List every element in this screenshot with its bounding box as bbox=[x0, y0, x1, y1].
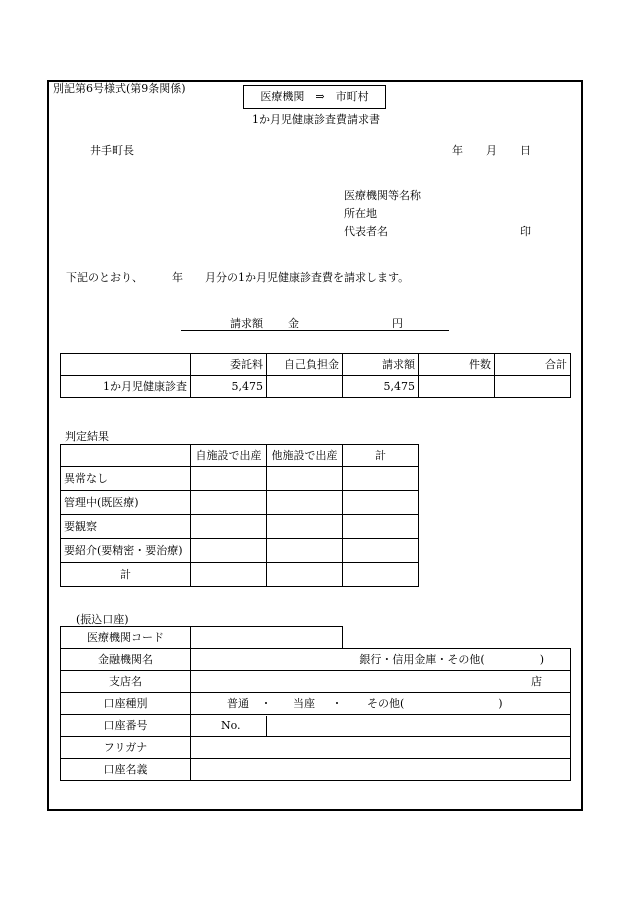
bank-code-value[interactable] bbox=[191, 627, 343, 649]
table-cell bbox=[495, 376, 571, 398]
table-row bbox=[61, 671, 571, 693]
table-cell bbox=[61, 354, 191, 376]
account-type-current: 当座 bbox=[293, 696, 315, 710]
account-type-separator: ・ bbox=[331, 696, 343, 710]
amount-underline bbox=[181, 330, 449, 331]
seal-mark: 印 bbox=[520, 225, 531, 238]
table-row bbox=[61, 445, 419, 467]
amount-yen: 円 bbox=[392, 317, 403, 330]
form-id: 別記第6号様式(第9条関係) bbox=[53, 82, 186, 95]
account-type-other: その他( bbox=[367, 696, 405, 710]
bank-name-label: 金融機関名 bbox=[61, 649, 191, 671]
amount-kin: 金 bbox=[288, 317, 299, 330]
table-cell bbox=[61, 445, 191, 467]
bank-table bbox=[60, 626, 571, 781]
account-number-prefix: No. bbox=[191, 716, 267, 736]
address-label: 所在地 bbox=[344, 207, 377, 220]
account-type-separator: ・ bbox=[260, 696, 272, 710]
table-header: 件数 bbox=[419, 354, 495, 376]
table-cell: 5,475 bbox=[191, 376, 267, 398]
table-header: 委託料 bbox=[191, 354, 267, 376]
date-month: 月 bbox=[486, 144, 497, 157]
table-header: 自己負担金 bbox=[267, 354, 343, 376]
table-row bbox=[61, 515, 419, 539]
account-name-value[interactable] bbox=[191, 759, 571, 781]
table-row bbox=[61, 354, 571, 376]
account-number-label: 口座番号 bbox=[61, 715, 191, 737]
table-row-label: 計 bbox=[61, 563, 191, 587]
document-title: 1か月児健康診査費請求書 bbox=[252, 113, 380, 126]
table-row bbox=[61, 715, 571, 737]
account-type-value[interactable] bbox=[191, 693, 571, 715]
table-row-label: 異常なし bbox=[61, 467, 191, 491]
table-row bbox=[61, 376, 571, 398]
amount-label: 請求額 bbox=[230, 317, 263, 330]
table-row bbox=[61, 737, 571, 759]
table-row bbox=[61, 491, 419, 515]
account-number-value[interactable] bbox=[191, 715, 571, 737]
date-day: 日 bbox=[520, 144, 531, 157]
table-row-label: 管理中(既医療) bbox=[61, 491, 191, 515]
table-header: 請求額 bbox=[343, 354, 419, 376]
table-row bbox=[61, 467, 419, 491]
table-header: 合計 bbox=[495, 354, 571, 376]
representative-label: 代表者名 bbox=[344, 225, 388, 238]
table-row bbox=[61, 539, 419, 563]
branch-label: 支店名 bbox=[61, 671, 191, 693]
account-name-label: 口座名義 bbox=[61, 759, 191, 781]
table-header: 他施設で出産 bbox=[267, 445, 343, 467]
request-sentence: 月分の1か月児健康診査費を請求します。 bbox=[205, 271, 410, 284]
table-cell bbox=[419, 376, 495, 398]
route-box: 医療機関 ⇒ 市町村 bbox=[243, 85, 386, 109]
bank-title: (振込口座) bbox=[76, 613, 129, 626]
account-type-close: ) bbox=[498, 696, 503, 710]
table-cell: 5,475 bbox=[343, 376, 419, 398]
bank-name-value[interactable]: 銀行・信用金庫・その他( ) bbox=[191, 649, 571, 671]
table-row bbox=[61, 649, 571, 671]
table-header: 自施設で出産 bbox=[191, 445, 267, 467]
table-cell: 1か月児健康診査 bbox=[61, 376, 191, 398]
table-cell bbox=[267, 376, 343, 398]
result-title: 判定結果 bbox=[65, 430, 109, 443]
branch-value[interactable]: 店 bbox=[191, 671, 571, 693]
table-row-label: 要紹介(要精密・要治療) bbox=[61, 539, 191, 563]
account-type-label: 口座種別 bbox=[61, 693, 191, 715]
furigana-value[interactable] bbox=[191, 737, 571, 759]
result-table bbox=[60, 444, 419, 587]
request-lead: 下記のとおり、 bbox=[66, 271, 143, 284]
table-row bbox=[61, 759, 571, 781]
fee-table bbox=[60, 353, 571, 398]
bank-code-label: 医療機関コード bbox=[61, 627, 191, 649]
request-year: 年 bbox=[172, 271, 183, 284]
addressee: 井手町長 bbox=[90, 144, 134, 157]
table-header: 計 bbox=[343, 445, 419, 467]
account-type-ordinary: 普通 bbox=[227, 696, 249, 710]
furigana-label: フリガナ bbox=[61, 737, 191, 759]
date-year: 年 bbox=[452, 144, 463, 157]
table-row bbox=[61, 627, 571, 649]
org-name-label: 医療機関等名称 bbox=[344, 189, 421, 202]
table-row-label: 要観察 bbox=[61, 515, 191, 539]
table-row bbox=[61, 563, 419, 587]
table-row bbox=[61, 693, 571, 715]
